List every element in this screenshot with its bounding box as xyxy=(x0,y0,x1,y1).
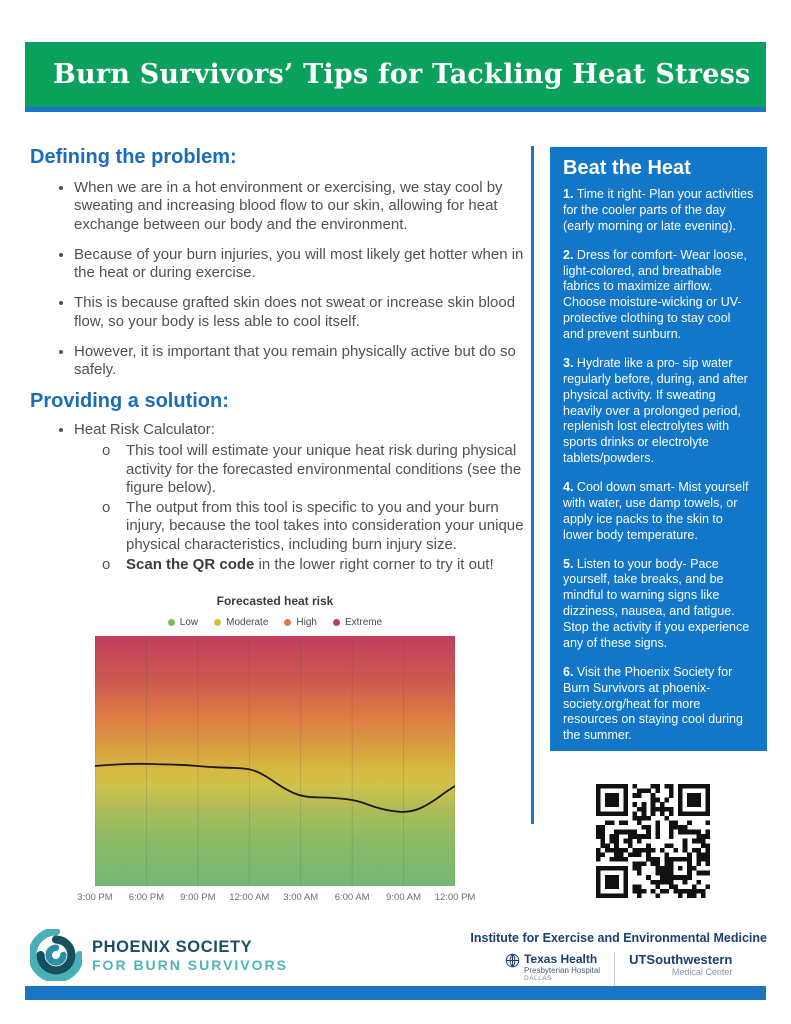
legend-item xyxy=(214,617,268,628)
x-axis-label: 12:00 AM xyxy=(229,892,270,903)
x-axis-label: 12:00 PM xyxy=(434,892,476,903)
page-title: Burn Survivors’ Tips for Tackling Heat Stress xyxy=(53,59,751,90)
sidebar-tip xyxy=(563,557,754,652)
chart-legend xyxy=(95,617,455,628)
globe-icon xyxy=(505,953,520,968)
phoenix-wordmark xyxy=(92,938,288,973)
legend-dot xyxy=(168,619,175,626)
legend-label: High xyxy=(296,617,317,628)
phoenix-society-logo xyxy=(30,929,288,981)
qr-code-icon xyxy=(596,784,710,898)
sidebar-tip xyxy=(563,187,754,235)
legend-item xyxy=(168,617,198,628)
phoenix-line2: FOR BURN SURVIVORS xyxy=(92,956,288,973)
providing-heading: Providing a solution: xyxy=(30,390,229,412)
sidebar-tip xyxy=(563,248,754,343)
texas-health-sub: Presbyterian Hospital xyxy=(524,965,601,975)
tip-text: Dress for comfort- Wear loose, light-colored, and breathable fabrics to maximize airflow. Choose moisture-wicking or UV-protective clothing to stay cool and prevent sunburn. xyxy=(563,247,747,341)
sub-bullet-text: The output from this tool is specific to you and your burn injury, because the tool takes into consideration your unique physical characteristics, including burn injury size. xyxy=(126,499,524,553)
tip-text: Listen to your body- Pace yourself, take breaks, and be mindful to warning signs like dizziness, nausea, and fatigue. Stop the activity if you experience any of these signs. xyxy=(563,556,750,650)
x-axis-label: 6:00 AM xyxy=(334,892,370,903)
sub-bullet-bold: Scan the QR code xyxy=(126,556,255,574)
sidebar-heading: Beat the Heat xyxy=(563,157,691,179)
bullet-item: • This is because grafted skin does not sweat or increase skin blood flow, so your body is less able to cool itself. xyxy=(74,294,533,331)
org-logos-row xyxy=(470,953,767,989)
institute-title: Institute for Exercise and Environmental Medicine xyxy=(470,931,767,945)
section-defining-problem xyxy=(30,146,533,392)
tip-text: Cool down smart- Mist yourself with water, use damp towels, or apply ice packs to the skin to lower body temperature. xyxy=(563,480,749,542)
legend-item xyxy=(333,617,382,628)
defining-bullet-list xyxy=(30,179,533,380)
sub-bullet-text: This tool will estimate your unique heat risk during physical activity for the forecasted environmental conditions (see the figure below). xyxy=(126,442,522,496)
header-banner xyxy=(25,42,766,112)
phoenix-swirl-icon xyxy=(30,929,82,981)
x-axis-label: 6:00 PM xyxy=(128,892,165,903)
sidebar-tip xyxy=(563,480,754,544)
sidebar-tip xyxy=(563,356,754,467)
tip-text: Hydrate like a pro- sip water regularly before, during, and after physical activity. If sweating heavily over a prolonged period, replenish lost electrolytes with sports drinks or electrolyte tablets/powders. xyxy=(563,355,748,466)
tip-text: Visit the Phoenix Society for Burn Survivors at phoenix-society.org/heat for more resources on staying cool during the summer. xyxy=(563,664,743,743)
sub-bullet-item xyxy=(100,499,533,554)
defining-heading: Defining the problem: xyxy=(30,146,237,168)
providing-bullet-list xyxy=(30,421,533,574)
utsouthwestern-logo xyxy=(629,953,732,977)
tip-number: 4. xyxy=(563,480,574,494)
chart-title: Forecasted heat risk xyxy=(216,594,334,608)
texas-health-name: Texas Health xyxy=(524,952,598,966)
heat-risk-plot xyxy=(95,636,455,886)
utsw-sub: Medical Center xyxy=(671,967,733,978)
providing-sub-list xyxy=(74,442,533,574)
sidebar-tip xyxy=(563,665,754,744)
texas-health-logo xyxy=(505,953,600,982)
section-providing-solution xyxy=(30,390,533,576)
sub-bullet-text: in the lower right corner to try it out! xyxy=(254,556,494,574)
tip-number: 2. xyxy=(563,247,574,262)
institute-block xyxy=(470,931,767,989)
logo-separator xyxy=(614,953,615,989)
legend-dot xyxy=(333,619,340,626)
tip-number: 5. xyxy=(563,556,574,571)
column-divider xyxy=(531,146,534,824)
tip-number: 6. xyxy=(563,664,574,679)
tip-number: 3. xyxy=(563,355,574,370)
phoenix-line1: PHOENIX SOCIETY xyxy=(92,937,253,956)
heat-risk-figure xyxy=(60,594,476,906)
x-axis-label: 3:00 PM xyxy=(77,892,113,903)
sub-bullet-item xyxy=(100,442,533,497)
tip-number: 1. xyxy=(563,187,574,201)
bullet-item: • However, it is important that you remain physically active but do so safely. xyxy=(74,343,533,380)
legend-dot xyxy=(214,619,221,626)
x-axis xyxy=(77,892,476,906)
x-axis-label: 3:00 AM xyxy=(283,892,319,903)
x-axis-label: 9:00 AM xyxy=(386,892,421,903)
legend-label: Low xyxy=(179,617,199,628)
bullet-item: • When we are in a hot environment or exercising, we stay cool by sweating and increasing blood flow to our skin, allowing for heat exchange between our body and the environment. xyxy=(74,179,533,234)
bottom-accent-bar xyxy=(25,986,766,1000)
main-bullet-text: Heat Risk Calculator: xyxy=(74,421,215,438)
main-bullet-item xyxy=(74,421,533,574)
legend-item xyxy=(284,617,317,628)
bullet-item: • Because of your burn injuries, you will most likely get hotter when in the heat or during exercise. xyxy=(74,246,533,283)
utsw-name: UTSouthwestern xyxy=(629,952,733,967)
legend-label: Moderate xyxy=(226,617,269,628)
sub-bullet-item xyxy=(100,556,533,574)
qr-code xyxy=(596,784,710,898)
tip-text: Time it right- Plan your activities for the cooler parts of the day (early morning or late evening). xyxy=(563,187,754,233)
x-axis-label: 9:00 PM xyxy=(180,892,216,903)
texas-health-city: DALLAS xyxy=(524,975,552,983)
beat-the-heat-panel xyxy=(550,147,767,751)
legend-label: Extreme xyxy=(344,617,383,628)
legend-dot xyxy=(284,619,291,626)
